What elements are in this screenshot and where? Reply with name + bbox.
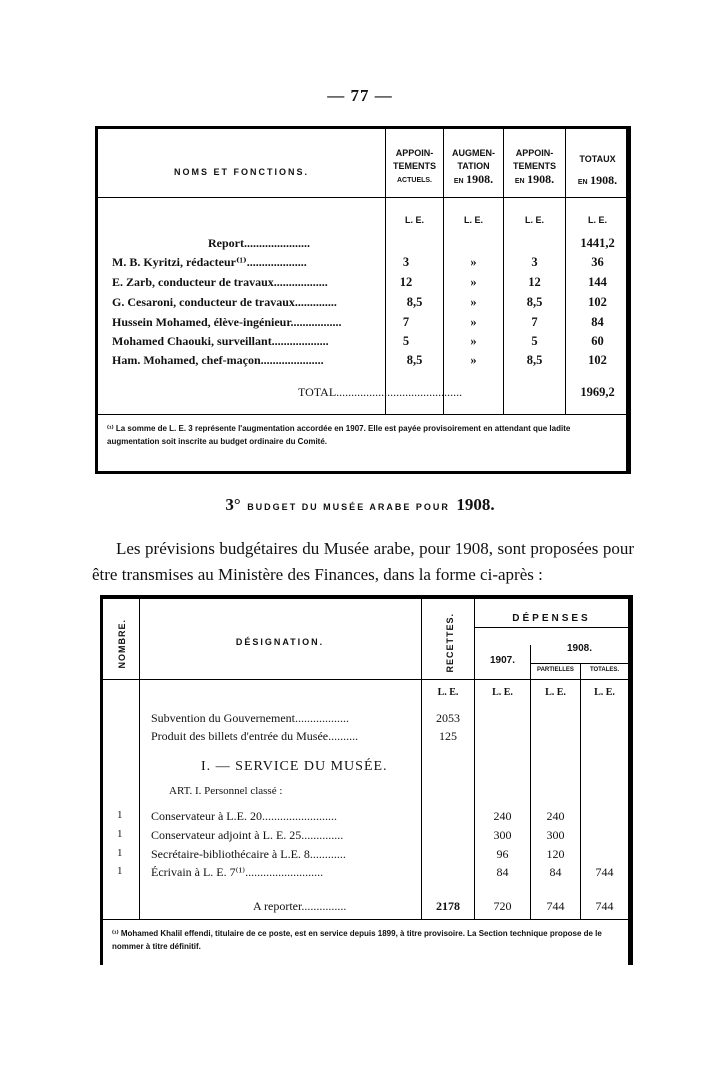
header-1907: 1907. <box>489 655 516 666</box>
header-1908: 1908. <box>566 643 593 654</box>
total-label: TOTAL.......................................... <box>298 385 463 399</box>
table-cell: 12 <box>399 275 413 289</box>
table-cell: 7 <box>531 315 538 329</box>
table-row-label: G. Cesaroni, conducteur de travaux.............. <box>112 295 337 309</box>
unit-label: L. E. <box>587 215 607 225</box>
table-row-label: E. Zarb, conducteur de travaux.................. <box>112 275 328 289</box>
table-row-label: Report...................... <box>208 236 310 250</box>
section-title: 3° BUDGET DU MUSÉE ARABE POUR 1908. <box>225 495 495 514</box>
museum-budget-table <box>100 595 633 965</box>
table-cell: 300 <box>493 828 512 842</box>
service-heading: I. — SERVICE DU MUSÉE. <box>201 759 388 774</box>
table-cell: 8,5 <box>406 353 423 367</box>
header-names-functions: NOMS ET FONCTIONS. <box>174 167 309 177</box>
table-row-label: Produit des billets d'entrée du Musée.......... <box>151 729 359 743</box>
table-cell: 1 <box>117 809 123 821</box>
unit-label: L. E. <box>524 215 544 225</box>
table-cell: 125 <box>439 729 457 743</box>
salary-table <box>95 126 631 474</box>
table-cell: 84 <box>591 315 604 329</box>
table-cell: » <box>470 275 477 289</box>
table-cell: 240 <box>546 809 565 823</box>
table-cell: » <box>470 315 477 329</box>
table-cell: 144 <box>588 275 607 289</box>
intro-paragraph: Les prévisions budgétaires du Musée arabe, pour 1908, sont proposées pour être transmises au Ministère des Finances, dans la forme ci-après : <box>92 539 634 584</box>
table-cell: 5 <box>531 334 538 348</box>
table-cell: 3 <box>531 255 538 269</box>
table-cell: » <box>470 334 477 348</box>
header-designation: DÉSIGNATION. <box>235 637 325 647</box>
table-row-label: Mohamed Chaouki, surveillant................... <box>112 334 329 348</box>
table-cell: 5 <box>402 334 410 348</box>
unit-label: L. E. <box>404 215 424 225</box>
table-row-label: M. B. Kyritzi, rédacteur⁽¹⁾.................... <box>112 255 307 269</box>
footnote: ⁽¹⁾ La somme de L. E. 3 représente l'augmentation accordée en 1907. Elle est payée provisoirement en attendant que ladite augmentation soit inscrite au budget ordinaire du Comité. <box>107 424 571 446</box>
table-cell: 12 <box>528 275 541 289</box>
table-cell: 744 <box>595 865 614 879</box>
header-partial: PARTIELLES <box>537 667 574 673</box>
table-cell: 1 <box>117 828 123 840</box>
header-totals-1908: TOTAUX EN 1908. <box>577 154 618 187</box>
table-cell: 96 <box>496 847 509 861</box>
header-salaries-1908: APPOIN- TEMENTS EN 1908. <box>512 148 556 186</box>
table-cell: » <box>470 295 477 309</box>
page-number: — 77 — <box>327 86 393 105</box>
table-cell: 7 <box>402 315 410 329</box>
table-cell: 8,5 <box>526 295 543 309</box>
table-cell: 2178 <box>436 899 460 913</box>
unit-label: L. E. <box>437 687 459 698</box>
header-revenue: RECETTES. <box>445 613 455 673</box>
table-cell: 744 <box>546 899 565 913</box>
unit-label: L. E. <box>594 687 615 698</box>
table-row-label: Conservateur à L.E. 20......................... <box>151 809 337 823</box>
table-cell: 744 <box>595 899 614 913</box>
table-cell: 1 <box>117 847 123 859</box>
unit-label: L. E. <box>463 215 483 225</box>
table-cell: » <box>470 255 477 269</box>
table-row-label: Écrivain à L. E. 7⁽¹⁾.......................... <box>151 865 324 879</box>
table-row-label: Hussein Mohamed, élève-ingénieur................. <box>112 315 342 329</box>
header-expenses: DÉPENSES <box>512 613 591 624</box>
table-cell: 60 <box>591 334 604 348</box>
table-cell: 36 <box>591 255 604 269</box>
table-row-label: Ham. Mohamed, chef-maçon..................... <box>112 353 324 367</box>
table-cell: 3 <box>402 255 410 269</box>
footnote: ⁽¹⁾ Mohamed Khalil effendi, titulaire de ce poste, est en service depuis 1899, à titre provisoire. La Section technique propose de le nommer à titre définitif. <box>112 929 602 951</box>
header-count: NOMBRE. <box>117 619 127 669</box>
table-cell: 102 <box>588 353 607 367</box>
table-cell: 2053 <box>436 711 460 725</box>
unit-label: L. E. <box>545 687 566 698</box>
header-current-salaries: APPOIN- TEMENTS ACTUELS. <box>392 148 436 184</box>
article-heading: ART. I. Personnel classé : <box>169 785 283 797</box>
header-totals: TOTALES. <box>589 667 620 673</box>
table-cell: 84 <box>549 865 562 879</box>
table-cell: 102 <box>588 295 607 309</box>
table-row-label: Conservateur adjoint à L. E. 25.............. <box>151 828 344 842</box>
table-cell: 300 <box>546 828 565 842</box>
table-cell: 1441,2 <box>580 236 615 250</box>
carry-forward-label: A reporter............... <box>253 899 347 913</box>
table-cell: » <box>470 353 477 367</box>
table-row-label: Secrétaire-bibliothécaire à L.E. 8............ <box>151 847 346 861</box>
table-cell: 8,5 <box>406 295 423 309</box>
table-cell: 240 <box>493 809 512 823</box>
unit-label: L. E. <box>492 687 513 698</box>
table-cell: 120 <box>546 847 565 861</box>
table-cell: 720 <box>493 899 512 913</box>
table-cell: 1 <box>117 865 123 877</box>
table-cell: 84 <box>496 865 509 879</box>
total-value: 1969,2 <box>580 385 615 399</box>
table-cell: 8,5 <box>526 353 543 367</box>
table-row-label: Subvention du Gouvernement.................. <box>151 711 349 725</box>
header-increase-1908: AUGMEN- TATION EN 1908. <box>452 148 495 186</box>
